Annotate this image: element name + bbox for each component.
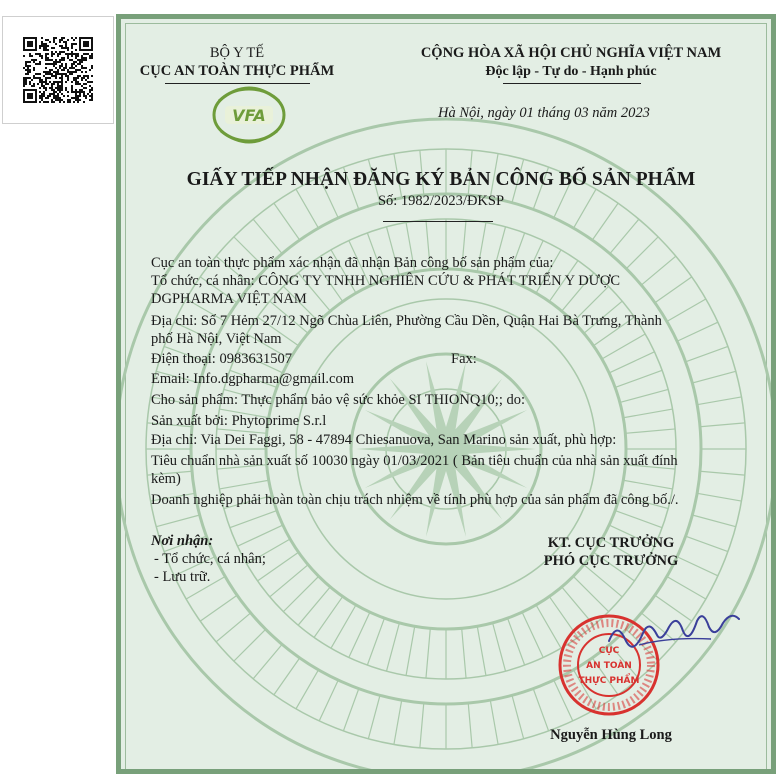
qr-code-box <box>2 16 114 124</box>
responsibility-statement: Doanh nghiệp phải hoàn toàn chịu trách nhiệm về tính phù hợp của sản phẩm đã công bố./. <box>151 492 679 508</box>
phone-number: Điện thoại: 0983631507 <box>151 351 292 367</box>
organization-line-1: Tổ chức, cá nhân: CÔNG TY TNHH NGHIÊN CỨU & PHÁT TRIỂN Y DƯỢC <box>151 273 621 289</box>
stamp-text-3: THỰC PHẨM <box>578 676 640 686</box>
nation-name: CỘNG HÒA XÃ HỘI CHỦ NGHĨA VIỆT NAM <box>420 45 722 61</box>
recipients-heading: Nơi nhận: <box>151 533 214 549</box>
vfa-logo-text: VFA <box>232 106 266 125</box>
standard-line-1: Tiêu chuẩn nhà sản xuất số 10030 ngày 01/03/2021 ( Bản tiêu chuẩn của nhà sản xuất đính <box>151 453 678 469</box>
motto-underline <box>503 83 641 84</box>
fax-number: Fax: <box>451 351 477 367</box>
producer-address: Địa chỉ: Via Dei Faggi, 58 - 47894 Chiesanuova, San Marino sản xuất, phù hợp: <box>151 432 617 448</box>
recipient-item: - Lưu trữ. <box>154 569 211 585</box>
email-address: Email: Info.dgpharma@gmail.com <box>151 371 355 387</box>
qr-code-icon <box>23 37 93 103</box>
signature-title-2: PHÓ CỤC TRƯỞNG <box>543 553 679 569</box>
product-line: Cho sản phẩm: Thực phẩm bảo vệ sức khỏe SI THIONQ10;; do: <box>151 392 526 408</box>
issue-date: Hà Nội, ngày 01 tháng 03 năm 2023 <box>438 105 650 121</box>
certificate-document <box>116 14 776 774</box>
standard-line-2: kèm) <box>151 471 181 487</box>
intro-text: Cục an toàn thực phẩm xác nhận đã nhận Bản công bố sản phẩm của: <box>151 255 554 271</box>
stamp-text-1: CỤC <box>598 646 620 656</box>
recipient-item: - Tổ chức, cá nhân; <box>154 551 266 567</box>
organization-line-2: DGPHARMA VIỆT NAM <box>151 291 307 307</box>
signature-title-1: KT. CỤC TRƯỞNG <box>547 535 675 551</box>
vfa-logo-icon <box>211 81 287 145</box>
document-title: GIẤY TIẾP NHẬN ĐĂNG KÝ BẢN CÔNG BỐ SẢN PHẨM <box>186 169 696 190</box>
national-motto: Độc lập - Tự do - Hạnh phúc <box>485 64 657 79</box>
stamp-text-2: AN TOÀN <box>586 661 632 671</box>
number-underline <box>383 221 493 222</box>
handwritten-signature <box>599 599 749 659</box>
address-line-1: Địa chỉ: Số 7 Hẻm 27/12 Ngõ Chùa Liên, Phường Cầu Dền, Quận Hai Bà Trưng, Thành <box>151 313 662 329</box>
producer-line: Sản xuất bởi: Phytoprime S.r.l <box>151 413 327 429</box>
agency-name: CỤC AN TOÀN THỰC PHẨM <box>139 63 335 79</box>
document-number: Số: 1982/2023/ĐKSP <box>377 193 505 209</box>
signer-name: Nguyễn Hùng Long <box>550 727 672 743</box>
ministry-name: BỘ Y TẾ <box>209 45 265 61</box>
address-line-2: phố Hà Nội, Việt Nam <box>151 331 282 347</box>
